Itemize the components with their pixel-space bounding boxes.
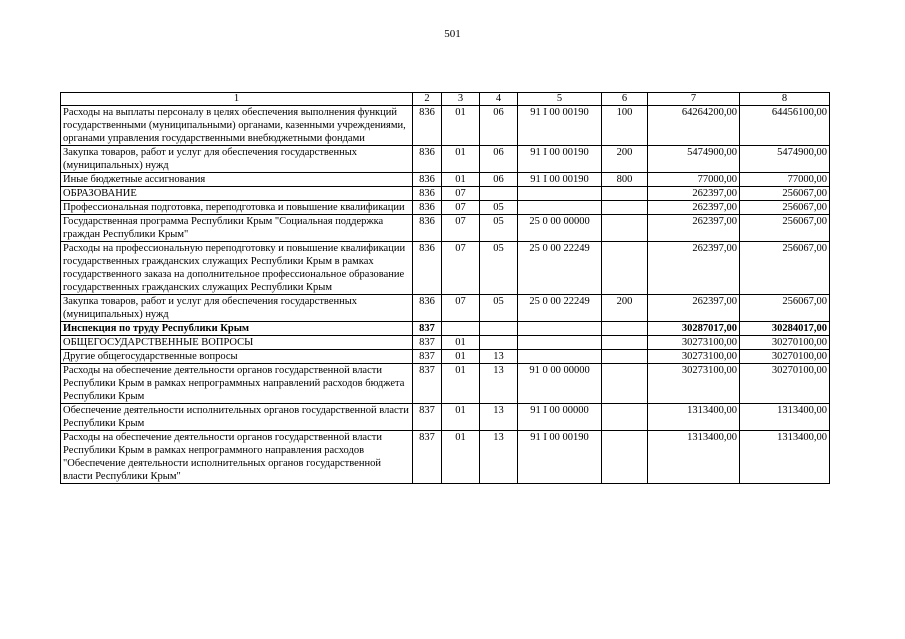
row-amount-2-cell: 64456100,00: [740, 106, 830, 146]
table-row: [61, 187, 830, 201]
column-header: 2: [413, 93, 442, 106]
row-code-cell: 837: [413, 404, 442, 431]
row-type-cell: [602, 350, 648, 364]
row-code-cell: 836: [413, 146, 442, 173]
row-amount-2-cell: 256067,00: [740, 187, 830, 201]
row-target-cell: [518, 350, 602, 364]
column-header: 5: [518, 93, 602, 106]
row-section-cell: [442, 322, 480, 336]
row-type-cell: [602, 404, 648, 431]
row-code-cell: 836: [413, 295, 442, 322]
row-type-cell: [602, 215, 648, 242]
row-amount-1-cell: 30273100,00: [648, 336, 740, 350]
row-subsection-cell: 06: [480, 146, 518, 173]
row-name-cell: Закупка товаров, работ и услуг для обеспечения государственных (муниципальных) нужд: [61, 146, 413, 173]
row-amount-2-cell: 77000,00: [740, 173, 830, 187]
row-section-cell: 01: [442, 404, 480, 431]
row-name-cell: ОБЩЕГОСУДАРСТВЕННЫЕ ВОПРОСЫ: [61, 336, 413, 350]
row-name-cell: Закупка товаров, работ и услуг для обеспечения государственных (муниципальных) нужд: [61, 295, 413, 322]
table-row: [61, 431, 830, 484]
row-type-cell: 100: [602, 106, 648, 146]
row-section-cell: 01: [442, 173, 480, 187]
row-amount-1-cell: 262397,00: [648, 242, 740, 295]
row-code-cell: 837: [413, 364, 442, 404]
row-subsection-cell: 13: [480, 364, 518, 404]
row-type-cell: [602, 242, 648, 295]
row-target-cell: 91 I 00 00190: [518, 106, 602, 146]
row-target-cell: 25 0 00 22249: [518, 242, 602, 295]
column-header: 3: [442, 93, 480, 106]
row-amount-2-cell: 30270100,00: [740, 350, 830, 364]
row-section-cell: 07: [442, 215, 480, 242]
row-subsection-cell: 13: [480, 404, 518, 431]
row-amount-2-cell: 1313400,00: [740, 431, 830, 484]
row-name-cell: Государственная программа Республики Крым "Социальная поддержка граждан Республики Крым": [61, 215, 413, 242]
row-subsection-cell: [480, 322, 518, 336]
row-amount-1-cell: 262397,00: [648, 187, 740, 201]
budget-table: [60, 92, 830, 484]
row-amount-1-cell: 262397,00: [648, 215, 740, 242]
column-header: 8: [740, 93, 830, 106]
row-amount-2-cell: 256067,00: [740, 295, 830, 322]
row-type-cell: 800: [602, 173, 648, 187]
row-code-cell: 836: [413, 215, 442, 242]
row-code-cell: 836: [413, 242, 442, 295]
row-subsection-cell: 05: [480, 242, 518, 295]
row-amount-2-cell: 5474900,00: [740, 146, 830, 173]
row-amount-1-cell: 1313400,00: [648, 404, 740, 431]
row-name-cell: Иные бюджетные ассигнования: [61, 173, 413, 187]
row-amount-1-cell: 64264200,00: [648, 106, 740, 146]
row-name-cell: Профессиональная подготовка, переподготовка и повышение квалификации: [61, 201, 413, 215]
row-amount-2-cell: 30270100,00: [740, 336, 830, 350]
row-amount-2-cell: 30284017,00: [740, 322, 830, 336]
row-subsection-cell: 05: [480, 295, 518, 322]
row-name-cell: Инспекция по труду Республики Крым: [61, 322, 413, 336]
row-code-cell: 836: [413, 201, 442, 215]
row-target-cell: [518, 336, 602, 350]
row-amount-1-cell: 30273100,00: [648, 364, 740, 404]
row-amount-1-cell: 1313400,00: [648, 431, 740, 484]
row-section-cell: 07: [442, 295, 480, 322]
row-target-cell: 91 I 00 00000: [518, 404, 602, 431]
column-header: 6: [602, 93, 648, 106]
row-type-cell: [602, 336, 648, 350]
row-target-cell: 91 I 00 00190: [518, 431, 602, 484]
table-row: [61, 242, 830, 295]
row-type-cell: [602, 431, 648, 484]
table-row: [61, 295, 830, 322]
row-name-cell: Расходы на профессиональную переподготовку и повышение квалификации государственных гражданских служащих Республики Крым в рамках государственного заказа на дополнительное профессиональное образование государственных гражданских служащих Республики Крым: [61, 242, 413, 295]
row-section-cell: 01: [442, 106, 480, 146]
table-row: [61, 364, 830, 404]
column-header: 7: [648, 93, 740, 106]
row-subsection-cell: 05: [480, 201, 518, 215]
row-name-cell: Расходы на выплаты персоналу в целях обеспечения выполнения функций государственными (муниципальными) органами, казенными учреждениями, органами управления государственными внебюджетными фондами: [61, 106, 413, 146]
table-row: [61, 350, 830, 364]
row-subsection-cell: 06: [480, 106, 518, 146]
row-amount-1-cell: 77000,00: [648, 173, 740, 187]
row-target-cell: [518, 201, 602, 215]
row-section-cell: 07: [442, 187, 480, 201]
row-amount-1-cell: 262397,00: [648, 201, 740, 215]
row-type-cell: 200: [602, 295, 648, 322]
row-target-cell: 25 0 00 22249: [518, 295, 602, 322]
row-amount-1-cell: 262397,00: [648, 295, 740, 322]
row-name-cell: Обеспечение деятельности исполнительных органов государственной власти Республики Крым: [61, 404, 413, 431]
row-code-cell: 836: [413, 106, 442, 146]
row-target-cell: 25 0 00 00000: [518, 215, 602, 242]
row-target-cell: [518, 322, 602, 336]
column-header: 1: [61, 93, 413, 106]
row-amount-2-cell: 1313400,00: [740, 404, 830, 431]
row-name-cell: Расходы на обеспечение деятельности органов государственной власти Республики Крым в рамках непрограммного направления расходов "Обеспечение деятельности исполнительных органов государственной власти Республики Крым": [61, 431, 413, 484]
row-code-cell: 836: [413, 187, 442, 201]
row-amount-1-cell: 5474900,00: [648, 146, 740, 173]
table-row: [61, 146, 830, 173]
row-subsection-cell: 06: [480, 173, 518, 187]
row-subsection-cell: 13: [480, 431, 518, 484]
column-header: 4: [480, 93, 518, 106]
row-type-cell: [602, 187, 648, 201]
row-code-cell: 837: [413, 336, 442, 350]
row-amount-2-cell: 256067,00: [740, 201, 830, 215]
row-section-cell: 01: [442, 336, 480, 350]
row-subsection-cell: [480, 336, 518, 350]
row-type-cell: [602, 322, 648, 336]
row-amount-1-cell: 30273100,00: [648, 350, 740, 364]
row-code-cell: 837: [413, 322, 442, 336]
row-section-cell: 01: [442, 364, 480, 404]
row-section-cell: 01: [442, 350, 480, 364]
page-number: 501: [444, 28, 461, 40]
row-amount-2-cell: 256067,00: [740, 242, 830, 295]
row-amount-2-cell: 256067,00: [740, 215, 830, 242]
row-type-cell: [602, 201, 648, 215]
row-target-cell: 91 0 00 00000: [518, 364, 602, 404]
row-subsection-cell: 13: [480, 350, 518, 364]
row-name-cell: Расходы на обеспечение деятельности органов государственной власти Республики Крым в рамках непрограммных направлений расходов бюджета Республики Крым: [61, 364, 413, 404]
table-row: [61, 404, 830, 431]
row-name-cell: Другие общегосударственные вопросы: [61, 350, 413, 364]
row-target-cell: 91 I 00 00190: [518, 173, 602, 187]
table-row: [61, 215, 830, 242]
row-subsection-cell: [480, 187, 518, 201]
row-section-cell: 01: [442, 146, 480, 173]
row-code-cell: 837: [413, 431, 442, 484]
row-code-cell: 837: [413, 350, 442, 364]
row-amount-1-cell: 30287017,00: [648, 322, 740, 336]
row-section-cell: 07: [442, 242, 480, 295]
row-section-cell: 01: [442, 431, 480, 484]
table-row: [61, 173, 830, 187]
row-target-cell: [518, 187, 602, 201]
table-row: [61, 336, 830, 350]
row-subsection-cell: 05: [480, 215, 518, 242]
row-amount-2-cell: 30270100,00: [740, 364, 830, 404]
row-type-cell: [602, 364, 648, 404]
table-row: [61, 322, 830, 336]
row-type-cell: 200: [602, 146, 648, 173]
row-name-cell: ОБРАЗОВАНИЕ: [61, 187, 413, 201]
row-section-cell: 07: [442, 201, 480, 215]
table-body: [61, 106, 830, 484]
row-target-cell: 91 I 00 00190: [518, 146, 602, 173]
row-code-cell: 836: [413, 173, 442, 187]
table-header-row: [61, 93, 830, 106]
table-row: [61, 106, 830, 146]
table-row: [61, 201, 830, 215]
